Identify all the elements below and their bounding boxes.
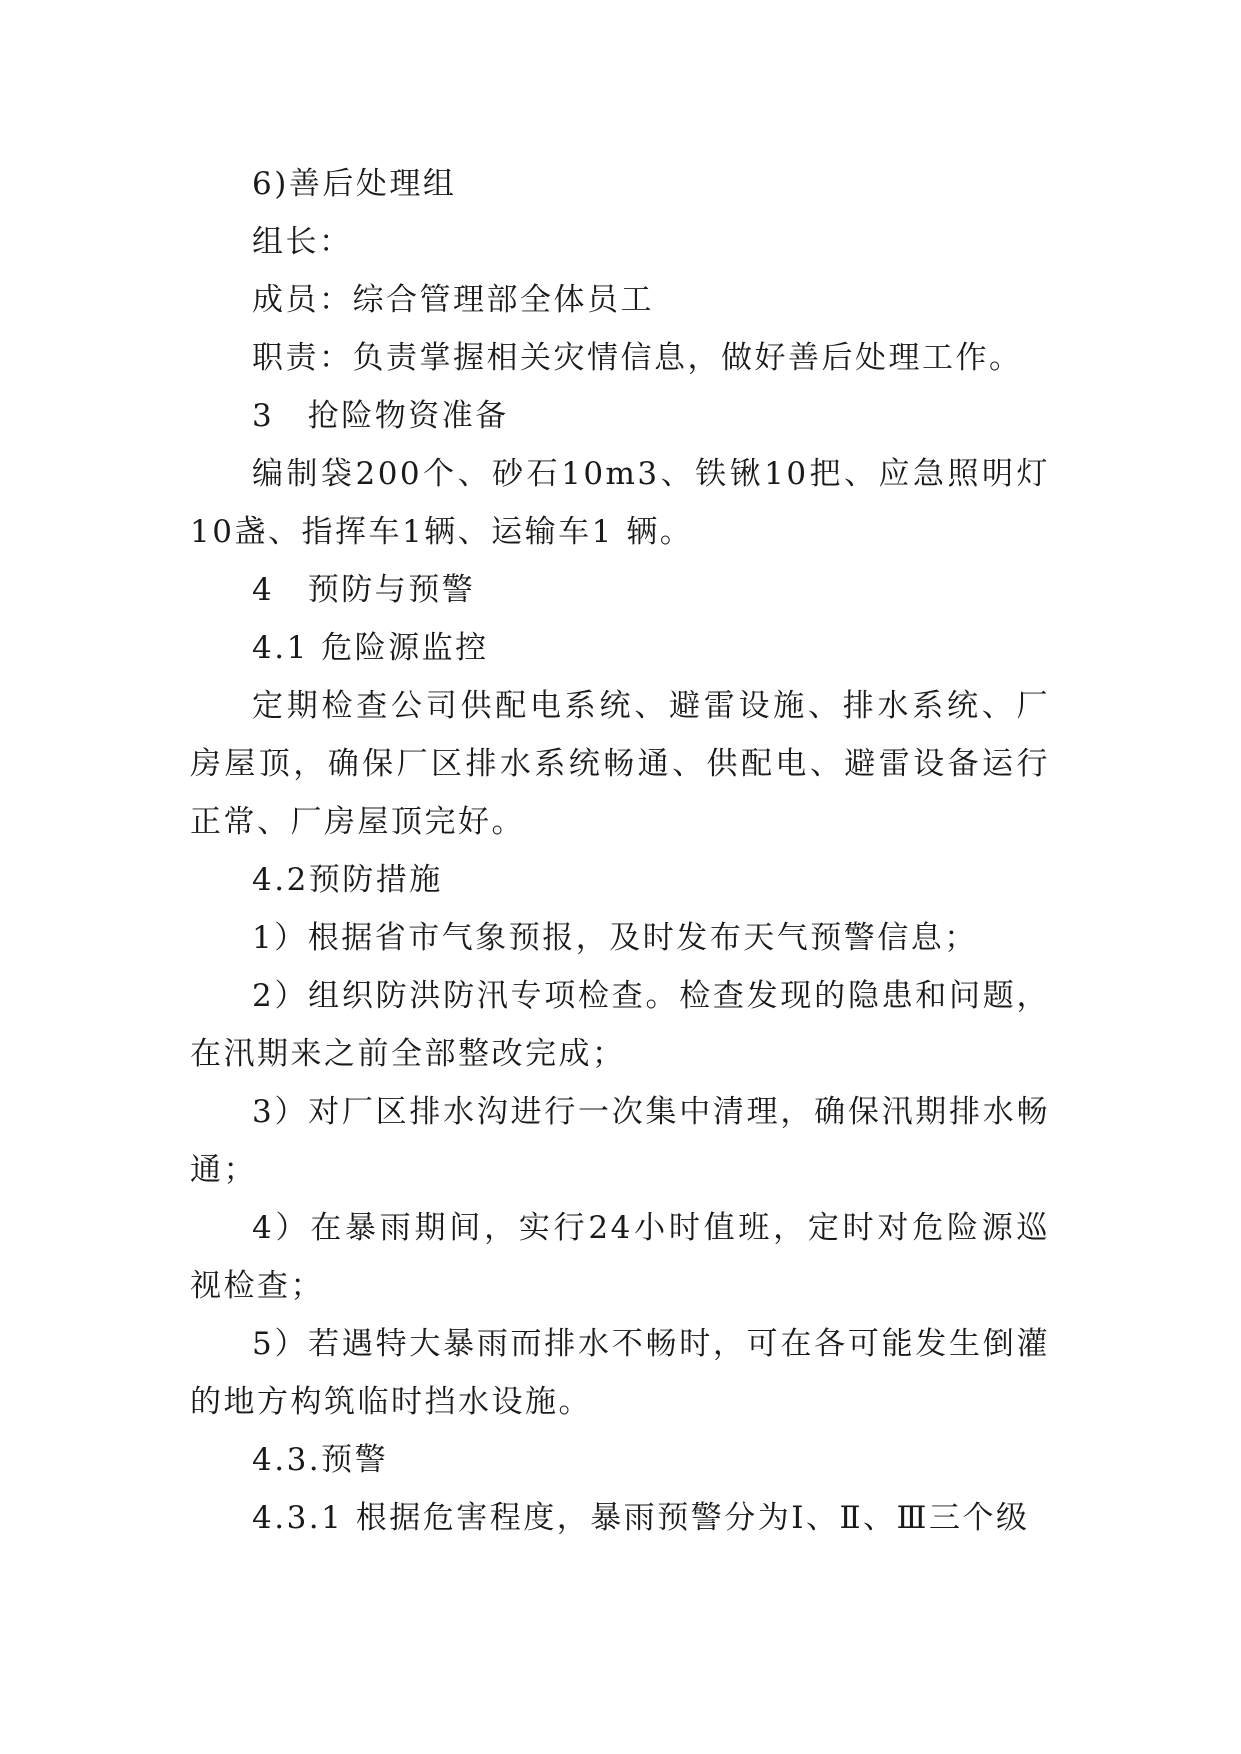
section-heading-materials: 3 抢险物资准备 bbox=[252, 398, 509, 434]
measure-item-4: 4）在暴雨期间，实行24小时值班，定时对危险源巡视检查； bbox=[190, 1210, 1050, 1304]
hazard-monitoring-paragraph: 定期检查公司供配电系统、避雷设施、排水系统、厂房屋顶，确保厂区排水系统畅通、供配电、避雷设备运行正常、厂房屋顶完好。 bbox=[190, 688, 1050, 840]
team-leader-line: 组长： bbox=[252, 224, 353, 260]
section-heading-aftermath-team: 6)善后处理组 bbox=[252, 166, 457, 202]
team-members-line: 成员：综合管理部全体员工 bbox=[252, 282, 654, 318]
warning-levels-paragraph: 4.3.1 根据危害程度，暴雨预警分为Ⅰ、Ⅱ、Ⅲ三个级 bbox=[252, 1500, 1030, 1536]
measure-item-5: 5）若遇特大暴雨而排水不畅时，可在各可能发生倒灌的地方构筑临时挡水设施。 bbox=[190, 1326, 1050, 1420]
team-duties-line: 职责：负责掌握相关灾情信息，做好善后处理工作。 bbox=[252, 340, 1023, 376]
section-heading-prevention-warning: 4 预防与预警 bbox=[252, 572, 476, 608]
subsection-heading-preventive-measures: 4.2预防措施 bbox=[252, 862, 443, 898]
document-body bbox=[190, 155, 1050, 1547]
materials-list-paragraph: 编制袋200个、砂石10m3、铁锹10把、应急照明灯10盏、指挥车1辆、运输车1 辆。 bbox=[190, 456, 1050, 550]
measure-item-2: 2）组织防洪防汛专项检查。检查发现的隐患和问题，在汛期来之前全部整改完成； bbox=[190, 978, 1050, 1072]
measure-item-3: 3）对厂区排水沟进行一次集中清理，确保汛期排水畅通； bbox=[190, 1094, 1050, 1188]
measure-item-1: 1）根据省市气象预报，及时发布天气预警信息； bbox=[252, 920, 978, 956]
subsection-heading-hazard-monitoring: 4.1 危险源监控 bbox=[252, 630, 489, 666]
subsection-heading-warning: 4.3.预警 bbox=[252, 1442, 389, 1478]
